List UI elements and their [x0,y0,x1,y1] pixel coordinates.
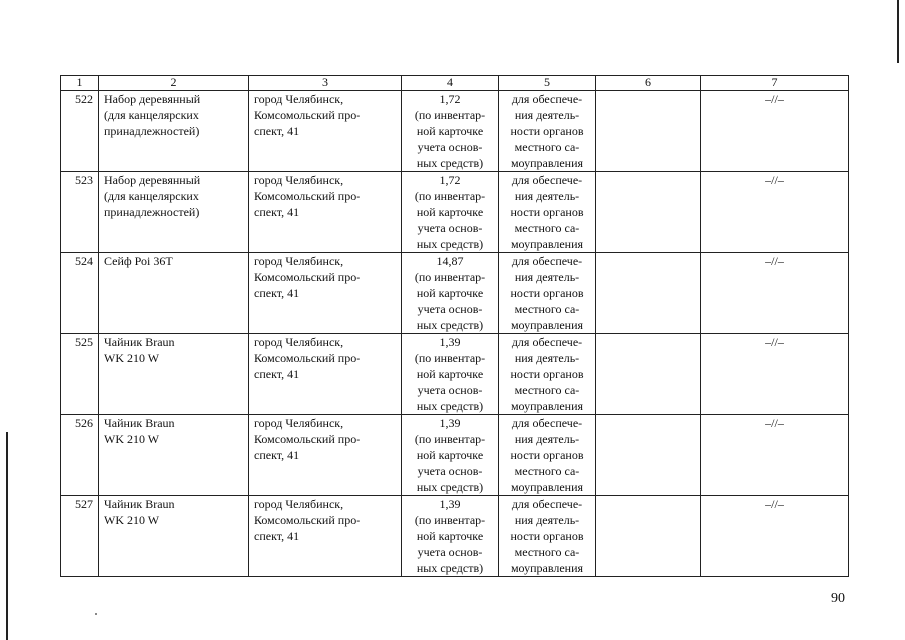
cell-purpose [499,415,596,496]
cell-address-line: спект, 41 [254,529,300,543]
cell-column-6 [596,334,701,415]
cell-purpose-line: местного са- [514,140,580,154]
cell-item-name-line: Чайник Braun [104,497,175,511]
cell-purpose-line: ности органов [510,448,584,462]
property-register-table [60,75,849,577]
column-header: 3 [249,76,402,91]
cell-address [249,253,402,334]
cell-value-line: (по инвентар- [414,108,486,122]
cell-value-line: учета основ- [417,302,483,316]
cell-purpose-line: для обеспече- [511,92,583,106]
cell-item-name [99,415,249,496]
cell-item-name [99,253,249,334]
cell-value-line: ных средств) [416,399,484,413]
cell-value-line: учета основ- [417,383,483,397]
cell-value-line: (по инвентар- [414,189,486,203]
cell-value-line: учета основ- [417,545,483,559]
cell-purpose-line: моуправления [510,561,584,575]
cell-purpose-line: ния деятель- [514,189,580,203]
cell-item-name-line: WK 210 W [104,432,160,446]
cell-column-7: –//– [701,91,849,172]
cell-value-line: ной карточке [416,124,484,138]
cell-column-7: –//– [701,253,849,334]
column-number-row [61,76,849,91]
cell-value-line: (по инвентар- [414,513,486,527]
cell-purpose-line: ния деятель- [514,351,580,365]
scan-edge-right [897,0,899,63]
column-header: 6 [596,76,701,91]
cell-address [249,334,402,415]
cell-purpose-line: для обеспече- [511,335,583,349]
cell-address-line: Комсомольский про- [254,108,361,122]
cell-address [249,415,402,496]
scan-speck [95,613,97,615]
cell-column-6 [596,496,701,577]
cell-item-name-line: Чайник Braun [104,335,175,349]
cell-column-6 [596,253,701,334]
cell-column-6 [596,415,701,496]
scan-edge-left [6,432,8,640]
cell-column-7: –//– [701,172,849,253]
table-row [61,253,849,334]
table-body [61,91,849,577]
cell-item-number: 526 [61,415,99,496]
cell-address-line: Комсомольский про- [254,351,361,365]
cell-item-name-line: Набор деревянный [104,92,201,106]
column-header: 4 [402,76,499,91]
cell-value-line: учета основ- [417,464,483,478]
cell-item-name-line: Набор деревянный [104,173,201,187]
cell-item-number: 524 [61,253,99,334]
column-header: 7 [701,76,849,91]
cell-address-line: спект, 41 [254,286,300,300]
cell-purpose-line: ности органов [510,286,584,300]
cell-address-line: город Челябинск, [254,173,344,187]
cell-item-name-line: (для канцелярских [104,108,199,122]
table-row [61,172,849,253]
cell-purpose-line: для обеспече- [511,254,583,268]
cell-value-line: ной карточке [416,529,484,543]
cell-address [249,172,402,253]
cell-purpose-line: ния деятель- [514,108,580,122]
table-row [61,496,849,577]
cell-purpose-line: для обеспече- [511,497,583,511]
cell-item-name-line: WK 210 W [104,513,160,527]
cell-address-line: спект, 41 [254,367,300,381]
cell-column-6 [596,172,701,253]
cell-value-line: 1,39 [439,416,461,430]
cell-purpose-line: ности органов [510,205,584,219]
cell-item-number: 525 [61,334,99,415]
cell-purpose [499,334,596,415]
cell-value-line: ных средств) [416,156,484,170]
cell-purpose-line: моуправления [510,318,584,332]
cell-value [402,496,499,577]
cell-address-line: Комсомольский про- [254,432,361,446]
cell-value-line: ной карточке [416,286,484,300]
cell-purpose-line: моуправления [510,237,584,251]
cell-purpose-line: моуправления [510,399,584,413]
cell-purpose-line: местного са- [514,545,580,559]
cell-purpose-line: ния деятель- [514,513,580,527]
cell-value-line: ной карточке [416,367,484,381]
cell-value-line: 1,39 [439,497,461,511]
cell-value-line: (по инвентар- [414,270,486,284]
cell-column-7: –//– [701,415,849,496]
cell-item-number: 523 [61,172,99,253]
cell-purpose-line: местного са- [514,221,580,235]
cell-purpose-line: местного са- [514,464,580,478]
cell-address-line: Комсомольский про- [254,270,361,284]
table-row [61,91,849,172]
cell-value-line: ных средств) [416,561,484,575]
cell-purpose-line: ния деятель- [514,270,580,284]
table-row [61,415,849,496]
cell-column-7: –//– [701,496,849,577]
cell-column-7: –//– [701,334,849,415]
cell-item-name [99,334,249,415]
cell-purpose-line: ности органов [510,124,584,138]
cell-address-line: Комсомольский про- [254,513,361,527]
cell-purpose [499,91,596,172]
cell-item-name-line: Чайник Braun [104,416,175,430]
cell-purpose-line: местного са- [514,302,580,316]
cell-address-line: город Челябинск, [254,335,344,349]
cell-purpose-line: ности органов [510,367,584,381]
cell-address [249,496,402,577]
table-row [61,334,849,415]
cell-purpose [499,253,596,334]
cell-purpose [499,172,596,253]
cell-column-6 [596,91,701,172]
cell-address-line: спект, 41 [254,124,300,138]
cell-item-name-line: принадлежностей) [104,205,200,219]
cell-value-line: 1,72 [439,92,461,106]
cell-address [249,91,402,172]
cell-value-line: ных средств) [416,318,484,332]
cell-item-name-line: Сейф Роі 36Т [104,254,173,268]
cell-item-name [99,172,249,253]
cell-item-name-line: принадлежностей) [104,124,200,138]
cell-purpose-line: ности органов [510,529,584,543]
page-number: 90 [831,591,845,606]
cell-purpose-line: для обеспече- [511,416,583,430]
cell-value-line: (по инвентар- [414,432,486,446]
cell-purpose-line: моуправления [510,480,584,494]
cell-value [402,334,499,415]
cell-value-line: учета основ- [417,140,483,154]
cell-value [402,253,499,334]
cell-value-line: ной карточке [416,205,484,219]
cell-item-number: 527 [61,496,99,577]
cell-item-name-line: WK 210 W [104,351,160,365]
cell-address-line: спект, 41 [254,205,300,219]
cell-value [402,172,499,253]
cell-purpose-line: моуправления [510,156,584,170]
cell-address-line: спект, 41 [254,448,300,462]
cell-purpose [499,496,596,577]
cell-value-line: ных средств) [416,237,484,251]
cell-item-name [99,91,249,172]
cell-value-line: (по инвентар- [414,351,486,365]
cell-address-line: город Челябинск, [254,497,344,511]
cell-address-line: город Челябинск, [254,416,344,430]
cell-purpose-line: местного са- [514,383,580,397]
cell-value [402,91,499,172]
cell-address-line: город Челябинск, [254,254,344,268]
cell-value-line: учета основ- [417,221,483,235]
cell-address-line: Комсомольский про- [254,189,361,203]
column-header: 1 [61,76,99,91]
cell-purpose-line: ния деятель- [514,432,580,446]
cell-value-line: ных средств) [416,480,484,494]
column-header: 5 [499,76,596,91]
cell-item-number: 522 [61,91,99,172]
cell-address-line: город Челябинск, [254,92,344,106]
column-header: 2 [99,76,249,91]
cell-item-name [99,496,249,577]
cell-value-line: 1,72 [439,173,461,187]
cell-value-line: 1,39 [439,335,461,349]
cell-value-line: 14,87 [436,254,464,268]
cell-item-name-line: (для канцелярских [104,189,199,203]
cell-purpose-line: для обеспече- [511,173,583,187]
cell-value-line: ной карточке [416,448,484,462]
cell-value [402,415,499,496]
